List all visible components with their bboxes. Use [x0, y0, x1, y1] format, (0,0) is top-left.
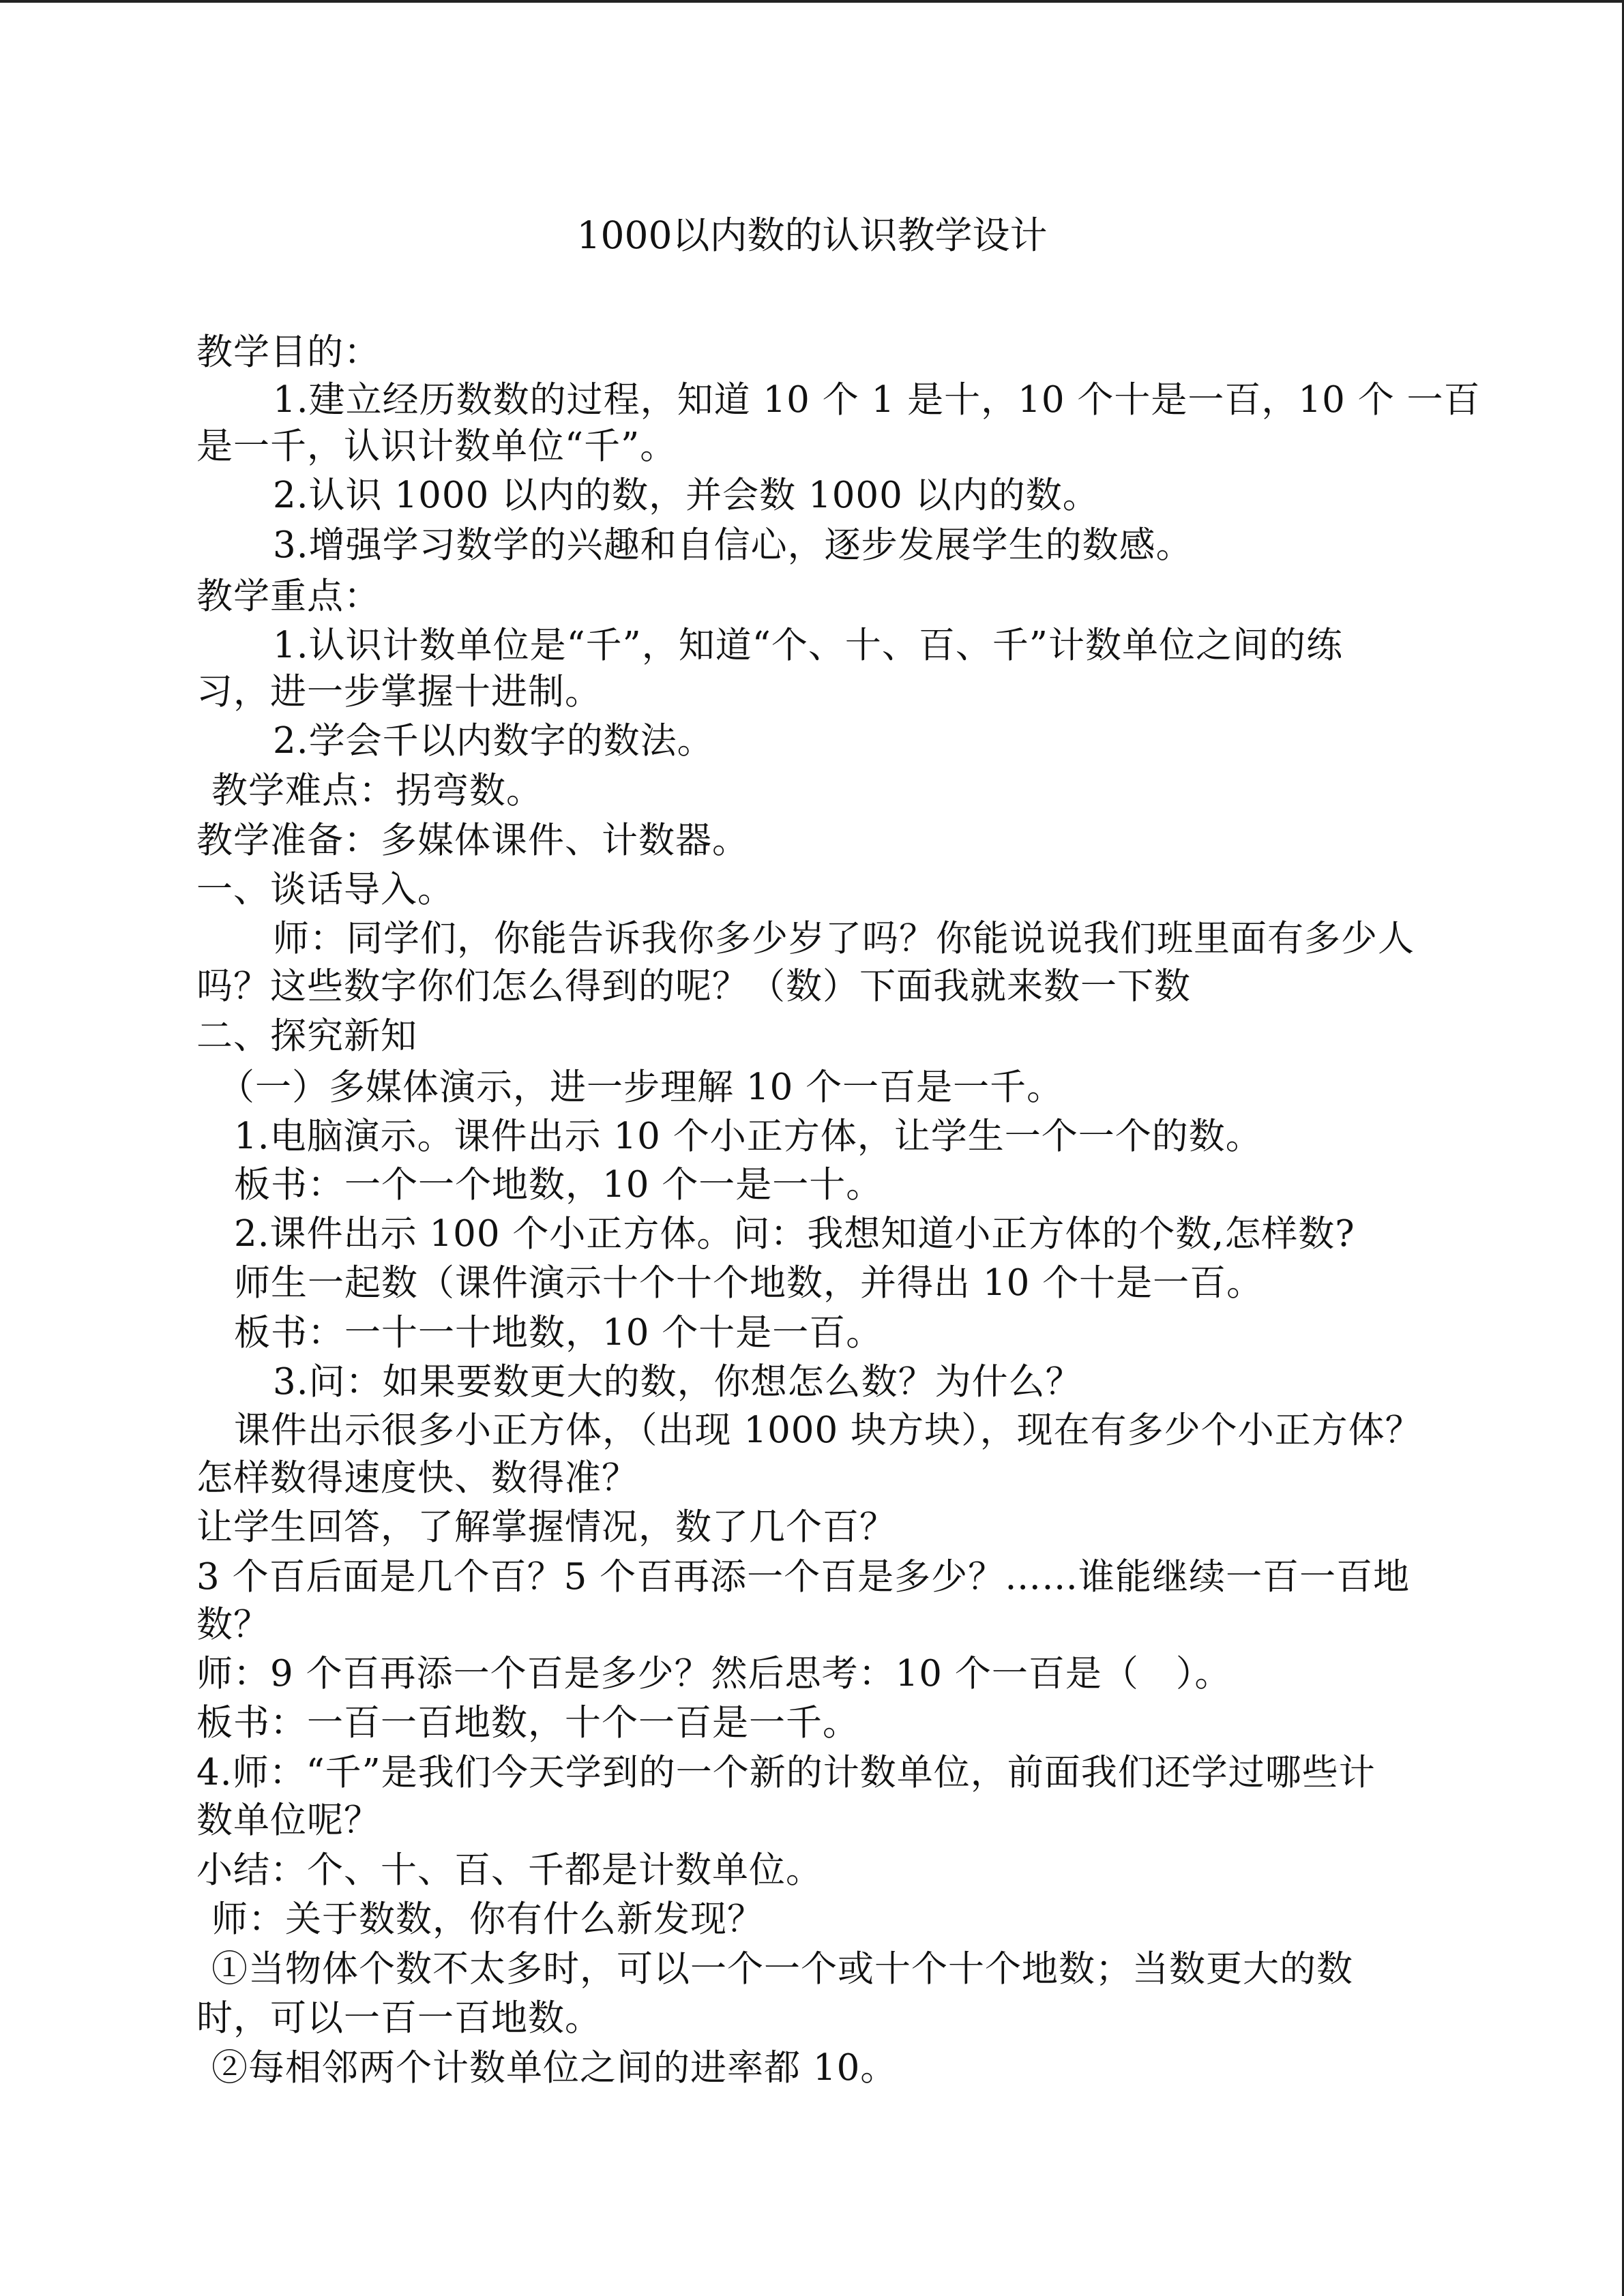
finding-1-line-2: 时，可以一百一百地数。 — [196, 1997, 602, 2039]
page-top-border — [0, 0, 1624, 3]
step-4-line-1: 4.师：“千”是我们今天学到的一个新的计数单位，前面我们还学过哪些计 — [196, 1752, 1376, 1793]
board-note-2: 板书：一十一十地数，10 个十是一百。 — [234, 1312, 883, 1354]
teaching-preparation: 教学准备：多媒体课件、计数器。 — [196, 820, 749, 861]
objective-2: 2.认识 1000 以内的数，并会数 1000 以内的数。 — [273, 475, 1099, 516]
summary: 小结：个、十、百、千都是计数单位。 — [196, 1849, 823, 1891]
finding-1-line-1: ①当物体个数不太多时，可以一个一个或十个十个地数；当数更大的数 — [211, 1948, 1353, 1990]
document-title: 1000以内数的认识教学设计 — [576, 213, 1048, 257]
intro-paragraph-line-2: 吗？这些数字你们怎么得到的呢？（数）下面我就来数一下数 — [196, 966, 1191, 1007]
teacher-question-thousand: 师：9 个百再添一个百是多少？然后思考：10 个一百是（ ）。 — [196, 1653, 1232, 1695]
step-2: 2.课件出示 100 个小正方体。问：我想知道小正方体的个数,怎样数? — [234, 1213, 1355, 1255]
section-2-heading: 二、探究新知 — [196, 1015, 417, 1057]
question-hundreds-line-2: 数？ — [196, 1604, 270, 1645]
section-1-heading: 一、谈话导入。 — [196, 869, 454, 910]
key-point-2: 2.学会千以内数字的数法。 — [273, 720, 714, 762]
board-note-3: 板书：一百一百地数，十个一百是一千。 — [196, 1702, 859, 1744]
question-hundreds-line-1: 3 个百后面是几个百？5 个百再添一个百是多少？……谁能继续一百一百地 — [196, 1556, 1411, 1598]
key-point-1-line-1: 1.认识计数单位是“千”，知道“个、十、百、千”计数单位之间的练 — [273, 625, 1343, 666]
count-together: 师生一起数（课件演示十个十个地数，并得出 10 个十是一百。 — [234, 1262, 1264, 1304]
step-1: 1.电脑演示。课件出示 10 个小正方体，让学生一个一个的数。 — [234, 1116, 1263, 1157]
teacher-discovery-question: 师：关于数数，你有什么新发现？ — [211, 1898, 764, 1940]
heading-teaching-objectives: 教学目的： — [196, 331, 381, 373]
step-4-line-2: 数单位呢？ — [196, 1800, 381, 1841]
step-3-detail-line-2: 怎样数得速度快、数得准？ — [196, 1457, 638, 1499]
intro-paragraph-line-1: 师：同学们，你能告诉我你多少岁了吗？你能说说我们班里面有多少人 — [273, 918, 1415, 959]
key-point-1-line-2: 习，进一步掌握十进制。 — [196, 671, 602, 713]
subsection-1-heading: （一）多媒体演示，进一步理解 10 个一百是一千。 — [218, 1067, 1064, 1108]
objective-1-line-2: 是一千，认识计数单位“千”。 — [196, 426, 677, 467]
student-answer: 让学生回答，了解掌握情况，数了几个百？ — [196, 1506, 896, 1548]
objective-3: 3.增强学习数学的兴趣和自信心，逐步发展学生的数感。 — [273, 524, 1193, 566]
heading-key-points: 教学重点： — [196, 576, 381, 617]
objective-1-line-1: 1.建立经历数数的过程，知道 10 个 1 是十，10 个十是一百，10 个 一百 — [273, 379, 1481, 421]
step-3: 3.问：如果要数更大的数，你想怎么数？为什么？ — [273, 1361, 1082, 1403]
step-3-detail-line-1: 课件出示很多小正方体，（出现 1000 块方块），现在有多少个小正方体？ — [234, 1410, 1422, 1451]
difficult-point: 教学难点：拐弯数。 — [211, 770, 543, 811]
finding-2: ②每相邻两个计数单位之间的进率都 10。 — [211, 2047, 898, 2089]
board-note-1: 板书：一个一个地数，10 个一是一十。 — [234, 1164, 883, 1206]
